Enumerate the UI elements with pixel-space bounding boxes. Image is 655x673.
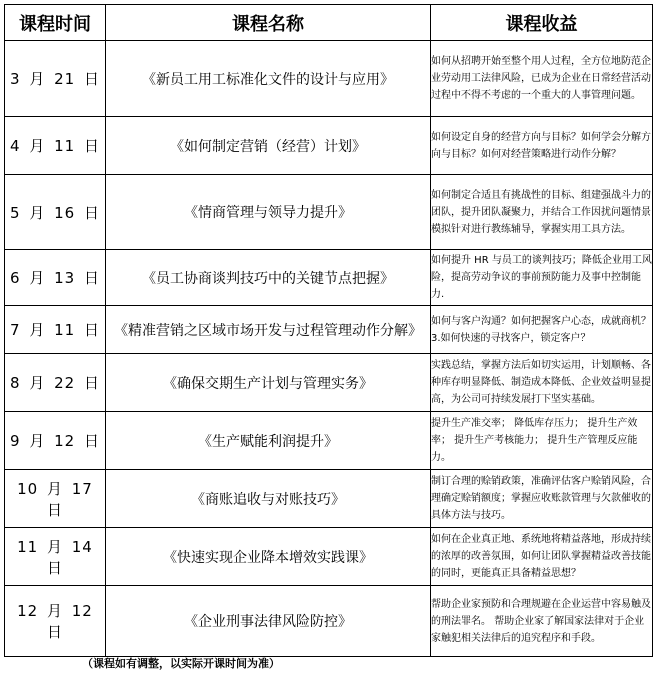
- course-name: 《精准营销之区域市场开发与过程管理动作分解》: [106, 306, 431, 354]
- course-name: 《新员工用工标准化文件的设计与应用》: [106, 41, 431, 117]
- course-benefit: 如何设定自身的经营方向与目标？如何学会分解方向与目标？如何对经营策略进行动作分解？: [431, 117, 653, 175]
- table-row: [5, 586, 653, 657]
- course-benefit: 如何在企业真正地、系统地将精益落地，形成持续的浓厚的改善氛围，如何让团队掌握精益改善技能的同时，更能真正具备精益思想？: [431, 528, 653, 586]
- course-name: 《如何制定营销（经营）计划》: [106, 117, 431, 175]
- course-benefit: 如何提升 HR 与员工的谈判技巧；降低企业用工风险，提高劳动争议的事前预防能力及事中控制能力.: [431, 250, 653, 306]
- header-course-time: 课程时间: [5, 5, 106, 41]
- course-benefit: 帮助企业家预防和合理规避在企业运营中容易触及的刑法罪名。 帮助企业家了解国家法律对于企业家触犯相关法律后的追究程序和手段。: [431, 586, 653, 657]
- course-name: 《企业刑事法律风险防控》: [106, 586, 431, 657]
- table-row: [5, 528, 653, 586]
- header-course-benefit: 课程收益: [431, 5, 653, 41]
- course-name: 《员工协商谈判技巧中的关键节点把握》: [106, 250, 431, 306]
- course-name: 《商账追收与对账技巧》: [106, 470, 431, 528]
- course-date: 6 月 13 日: [5, 250, 106, 306]
- course-date: 5 月 16 日: [5, 175, 106, 250]
- course-date: 9 月 12 日: [5, 412, 106, 470]
- header-course-name: 课程名称: [106, 5, 431, 41]
- course-schedule-table: [4, 4, 653, 657]
- course-date: 10 月 17 日: [5, 470, 106, 528]
- table-row: [5, 117, 653, 175]
- course-date: 7 月 11 日: [5, 306, 106, 354]
- table-row: [5, 41, 653, 117]
- course-benefit: 如何制定合适且有挑战性的目标、组建强战斗力的团队，提升团队凝聚力，并结合工作因扰问题情景模拟针对进行教练辅导，掌握实用工具方法。: [431, 175, 653, 250]
- course-date: 11 月 14 日: [5, 528, 106, 586]
- header-row: [5, 5, 653, 41]
- table-row: [5, 175, 653, 250]
- course-benefit: 如何与客户沟通？如何把握客户心态，成就商机？ 3.如何快速的寻找客户，锁定客户？: [431, 306, 653, 354]
- table-row: [5, 250, 653, 306]
- course-name: 《快速实现企业降本增效实践课》: [106, 528, 431, 586]
- table-row: [5, 470, 653, 528]
- course-benefit: 如何从招聘开始至整个用人过程，全方位地防范企业劳动用工法律风险，已成为企业在日常经营活动过程中不得不考虑的一个重大的人事管理问题。: [431, 41, 653, 117]
- schedule-adjustment-note: （课程如有调整，以实际开课时间为准）: [82, 657, 280, 670]
- course-date: 12 月 12 日: [5, 586, 106, 657]
- course-name: 《情商管理与领导力提升》: [106, 175, 431, 250]
- course-name: 《生产赋能利润提升》: [106, 412, 431, 470]
- course-date: 3 月 21 日: [5, 41, 106, 117]
- table-row: [5, 306, 653, 354]
- table-row: [5, 354, 653, 412]
- course-date: 4 月 11 日: [5, 117, 106, 175]
- table-row: [5, 412, 653, 470]
- course-benefit: 实践总结，掌握方法后如切实运用，计划顺畅、各种库存明显降低、制造成本降低、企业效益明显提高，为公司可持续发展打下坚实基础。: [431, 354, 653, 412]
- course-benefit: 制订合理的赊销政策，准确评估客户赊销风险，合理确定赊销额度；掌握应收账款管理与欠款催收的具体方法与技巧。: [431, 470, 653, 528]
- course-benefit: 提升生产准交率； 降低库存压力； 提升生产效率； 提升生产考核能力； 提升生产管理反应能力。: [431, 412, 653, 470]
- course-name: 《确保交期生产计划与管理实务》: [106, 354, 431, 412]
- course-date: 8 月 22 日: [5, 354, 106, 412]
